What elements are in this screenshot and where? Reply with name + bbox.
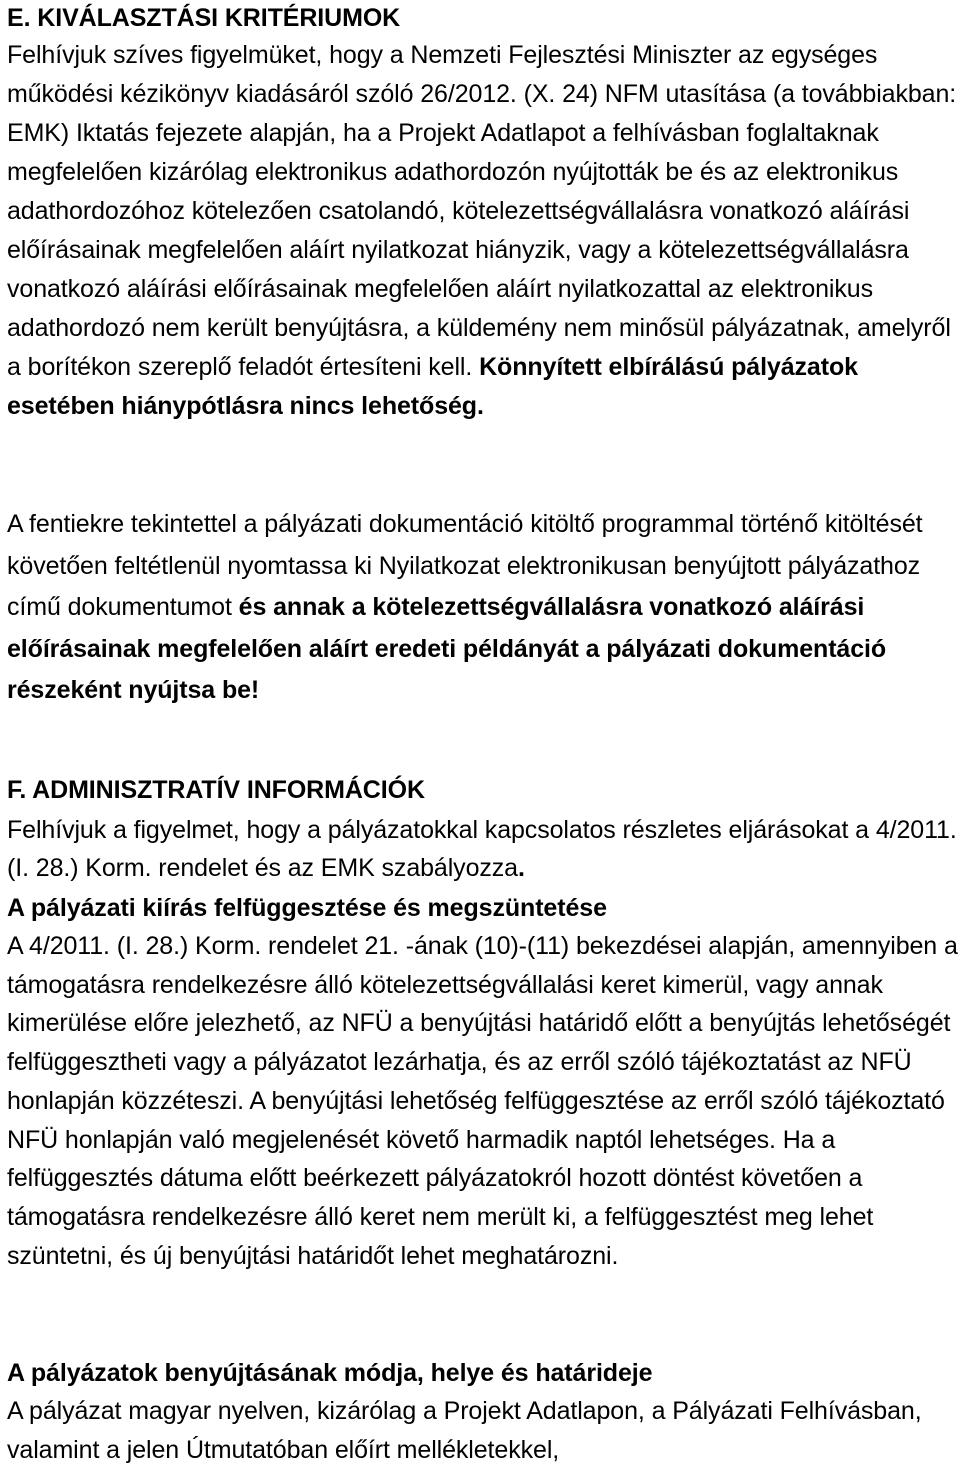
section-f-paragraph <box>7 811 957 887</box>
subsection-suspension-body: A 4/2011. (I. 28.) Korm. rendelet 21. -ának (10)-(11) bekezdései alapján, amennyiben a támogatásra rendelkezésre álló kötelezettségvállalási keret kimerül, vagy annak kimerülése előre jelezhető, az NFÜ a benyújtási határidő előtt a benyújtás lehetőségét felfüggesztheti vagy a pályázatot lezárhatja, és az erről szóló tájékoztatást az NFÜ honlapján közzéteszi. A benyújtási lehetőség felfüggesztése az erről szóló tájékoztató NFÜ honlapján való megjelenését követő harmadik naptól lehetséges. Ha a felfüggesztés dátuma előtt beérkezett pályázatokról hozott döntést követően a támogatásra rendelkezésre álló keret nem merült ki, a felfüggesztést meg lehet szüntetni, és új benyújtási határidőt lehet meghatározni. <box>7 932 958 1270</box>
section-e-heading: E. KIVÁLASZTÁSI KRITÉRIUMOK <box>7 4 401 32</box>
subsection-submission-body: A pályázat magyar nyelven, kizárólag a Projekt Adatlapon, a Pályázati Felhívásban, valamint a jelen Útmutatóban előírt mellékletekkel, <box>7 1397 922 1464</box>
section-e-paragraph-2-text: A fentiekre tekintettel a pályázati dokumentáció kitöltő programmal történő kitöltését követően feltétlenül nyomtassa ki Nyilatkozat elektronikusan benyújtott pályázathoz című dokumentumot <box>7 510 923 621</box>
section-e-paragraph-2-bold: és annak a kötelezettségvállalásra vonatkozó aláírási előírásainak megfelelően aláírt eredeti példányát a pályázati dokumentáció részeként nyújtsa be! <box>7 593 887 704</box>
section-e-paragraph-2 <box>7 504 957 712</box>
section-e-paragraph-1-text: Felhívjuk szíves figyelmüket, hogy a Nemzeti Fejlesztési Miniszter az egységes működési kézikönyv kiadásáról szóló 26/2012. (X. 24) NFM utasítása (a továbbiakban: EMK) Iktatás fejezete alapján, ha a Projekt Adatlapot a felhívásban foglaltaknak megfelelően kizárólag elektronikus adathordozón nyújtották be és az elektronikus adathordozóhoz kötelezően csatolandó, kötelezettségvállalásra vonatkozó aláírási előírásainak megfelelően aláírt nyilatkozat hiányzik, vagy a kötelezettségvállalásra vonatkozó aláírási előírásainak megfelelően aláírt nyilatkozattal az elektronikus adathordozó nem került benyújtásra, a küldemény nem minősül pályázatnak, amelyről a borítékon szereplő feladót értesíteni kell. <box>7 41 957 381</box>
section-f-paragraph-text: Felhívjuk a figyelmet, hogy a pályázatokkal kapcsolatos részletes eljárásokat a 4/2011. (I. 28.) Korm. rendelet és az EMK szabályozza <box>7 816 957 882</box>
section-e-paragraph-1 <box>7 36 957 426</box>
section-f-paragraph-dot: . <box>518 854 525 882</box>
section-f-heading: F. ADMINISZTRATÍV INFORMÁCIÓK <box>7 776 425 804</box>
section-e-paragraph-1-bold: Könnyített elbírálású pályázatok esetében hiánypótlásra nincs lehetőség. <box>7 353 858 420</box>
subsection-submission-heading: A pályázatok benyújtásának módja, helye és határideje <box>7 1359 653 1387</box>
subsection-suspension-heading: A pályázati kiírás felfüggesztése és megszüntetése <box>7 894 607 922</box>
